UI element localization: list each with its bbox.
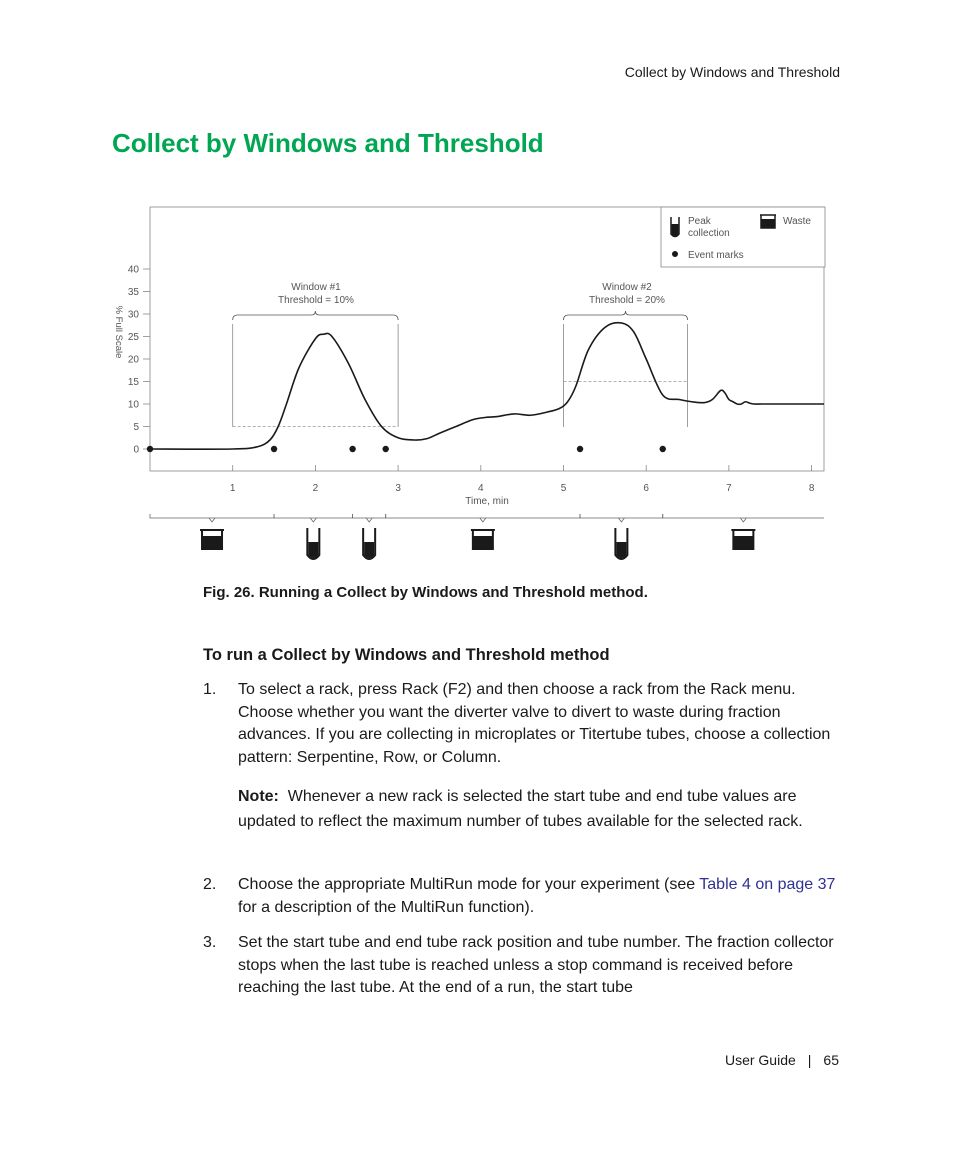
waste-icon — [731, 530, 755, 549]
event-mark — [577, 446, 583, 452]
y-tick-label: 10 — [127, 399, 139, 411]
legend-event-marks: Event marks — [688, 250, 744, 261]
x-tick-label: 2 — [312, 483, 319, 494]
window-2-bracket — [563, 311, 687, 320]
x-tick-label: 1 — [229, 483, 236, 494]
chart — [105, 196, 835, 581]
y-tick-label: 5 — [133, 422, 139, 433]
legend — [661, 207, 825, 267]
segment-pointer — [310, 518, 316, 522]
window-2-label: Window #2 — [602, 282, 652, 293]
y-tick-label: 0 — [133, 444, 139, 456]
segment-bracket — [274, 514, 353, 518]
x-tick-label: 6 — [643, 483, 649, 494]
legend-waste: Waste — [783, 216, 811, 227]
x-axis-label: Time, min — [465, 496, 509, 507]
y-axis-label: % Full Scale — [113, 305, 124, 359]
waste-icon — [200, 530, 224, 549]
figure-26 — [105, 196, 835, 581]
window-2-threshold: Threshold = 20% — [589, 295, 665, 306]
y-tick-label: 35 — [127, 287, 139, 298]
x-tick-label: 3 — [395, 483, 401, 494]
segment-pointer — [618, 518, 624, 522]
segment-bracket — [386, 514, 580, 518]
segment-pointer — [480, 518, 486, 522]
procedure-heading: To run a Collect by Windows and Threshold method — [203, 646, 610, 664]
event-mark — [382, 446, 388, 452]
note-label: Note: — [238, 788, 279, 805]
step-number: 3. — [203, 934, 217, 951]
y-tick-label: 40 — [127, 264, 139, 276]
window-1-bracket — [233, 311, 398, 320]
window-1-threshold: Threshold = 10% — [278, 295, 354, 306]
page-number: 65 — [823, 1052, 839, 1068]
waste-fill — [733, 536, 753, 549]
note-text: Whenever a new rack is selected the start tube and end tube values are updated to reflect the maximum number of tubes available for the selected rack. — [238, 788, 803, 830]
x-tick-label: 8 — [808, 483, 815, 494]
tube-fill — [616, 542, 626, 558]
segment-bracket — [663, 514, 824, 518]
segment-bracket — [353, 514, 386, 518]
waste-fill — [202, 536, 222, 549]
event-mark-icon — [672, 251, 678, 257]
event-mark — [349, 446, 355, 452]
y-tick-label: 25 — [127, 332, 139, 343]
segment-pointer — [209, 518, 215, 522]
step-number: 2. — [203, 876, 217, 893]
step-number: 1. — [203, 681, 217, 698]
footer-guide: User Guide — [724, 1052, 796, 1068]
y-tick-label: 20 — [127, 354, 139, 366]
x-tick-label: 7 — [726, 483, 732, 494]
event-mark — [660, 446, 666, 452]
step-text: Set the start tube and end tube rack position and tube number. The fraction collector stops when the last tube is reached unless a stop command is received before reaching the last tube. At the end of a run, the start tube — [238, 934, 834, 996]
footer-separator: | — [807, 1052, 812, 1068]
tube-fill — [364, 542, 374, 558]
window-1-label: Window #1 — [291, 282, 341, 293]
segment-pointer — [366, 518, 372, 522]
segment-pointer — [740, 518, 746, 522]
x-tick-label: 4 — [478, 483, 484, 494]
running-header: Collect by Windows and Threshold — [624, 64, 840, 80]
trace-line — [150, 323, 824, 449]
legend-peak-collection: Peak collection — [688, 216, 730, 239]
tube-fill — [308, 542, 318, 558]
footer — [600, 1052, 839, 1068]
segment-bracket — [580, 514, 663, 518]
step-text: To select a rack, press Rack (F2) and then choose a rack from the Rack menu. Choose whether you want the diverter valve to divert to waste during fraction advances. If you are collecting in microplates or Titertube tubes, choose a collection pattern: Serpentine, Row, or Column. — [238, 681, 831, 766]
waste-icon — [471, 530, 495, 549]
event-mark — [147, 446, 153, 452]
figure-caption: Fig. 26. Running a Collect by Windows and Threshold method. — [203, 584, 648, 601]
peak-collection-icon — [615, 528, 627, 559]
step-text: Choose the appropriate MultiRun mode for your experiment (see Table 4 on page 37 for a description of the MultiRun function). — [238, 876, 836, 916]
waste-fill — [473, 536, 493, 549]
peak-collection-icon — [307, 528, 319, 559]
y-tick-label: 15 — [127, 377, 139, 388]
table-4-link[interactable]: Table 4 on page 37 — [699, 876, 836, 893]
y-tick-label: 30 — [127, 309, 139, 321]
segment-bracket — [150, 514, 274, 518]
page-title: Collect by Windows and Threshold — [112, 128, 544, 158]
peak-collection-icon — [363, 528, 375, 559]
note — [238, 785, 818, 834]
x-tick-label: 5 — [560, 483, 567, 494]
event-mark — [271, 446, 277, 452]
